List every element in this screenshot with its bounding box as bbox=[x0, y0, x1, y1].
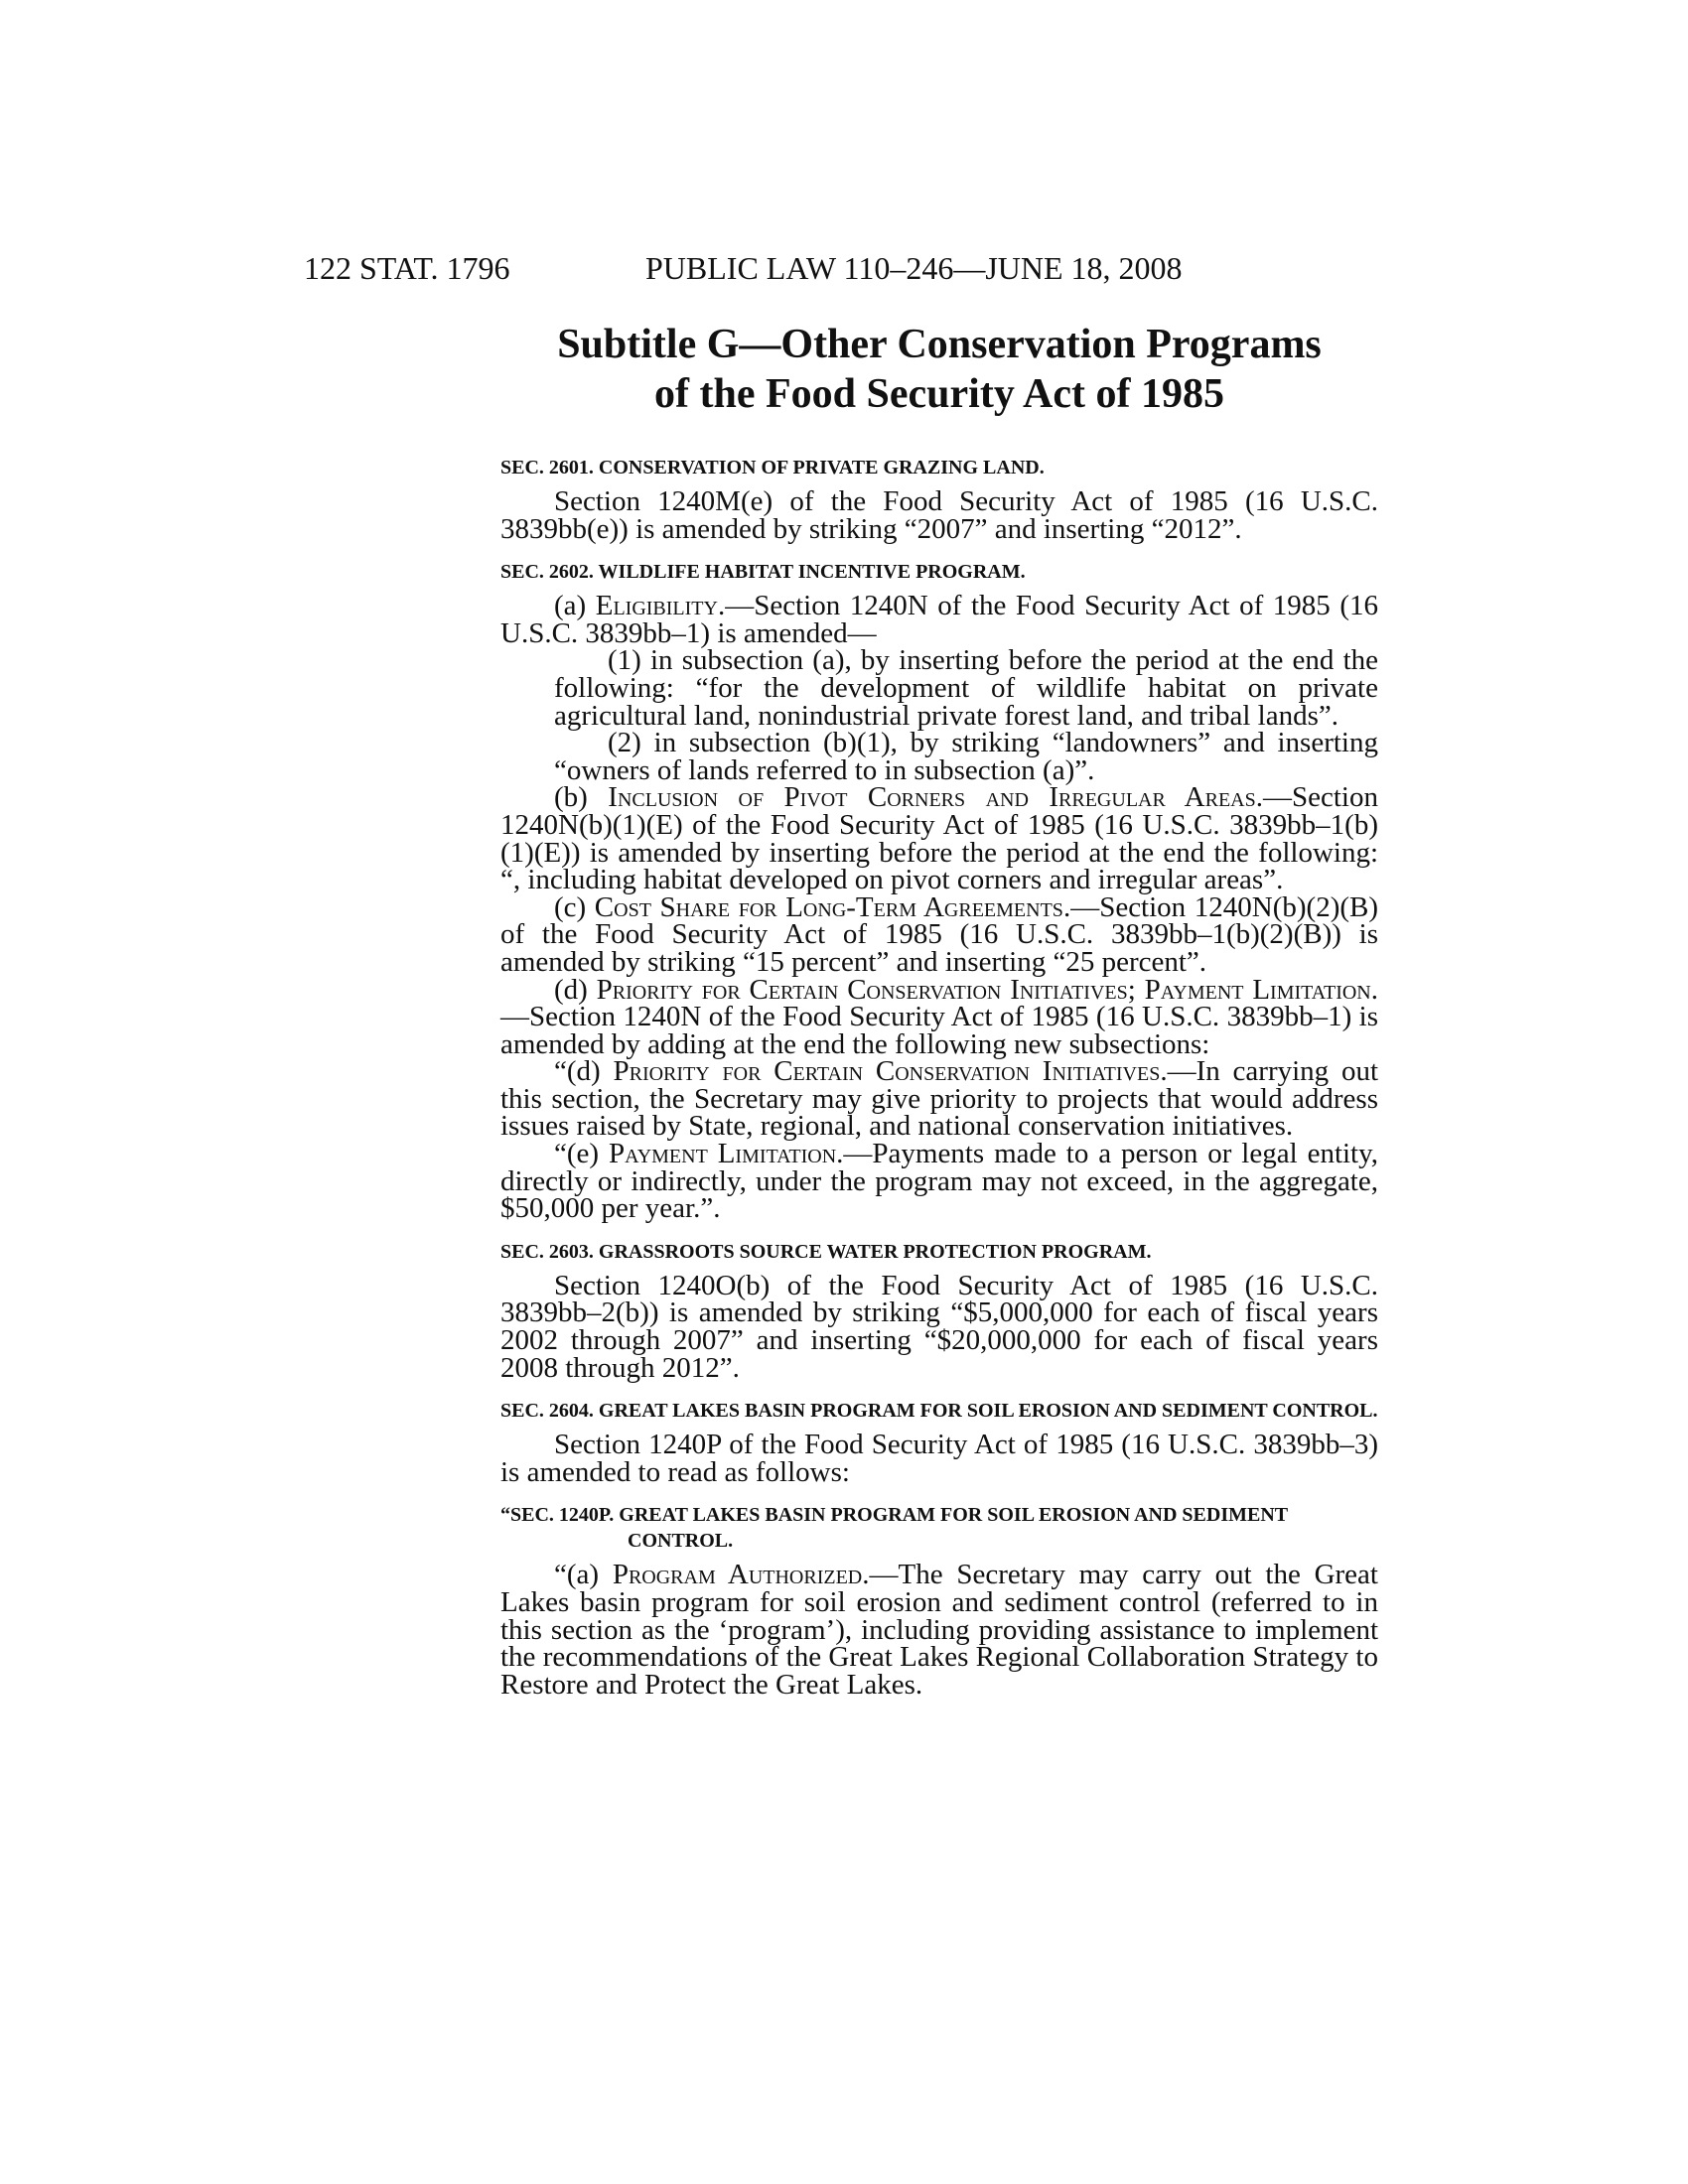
section-2604-heading: SEC. 2604. GREAT LAKES BASIN PROGRAM FOR SOIL EROSION AND SEDIMENT CONTROL. bbox=[500, 1400, 1378, 1423]
stat-page-number: 122 STAT. 1796 bbox=[304, 250, 510, 286]
subtitle-line-1: Subtitle G—Other Conservation Programs bbox=[557, 322, 1322, 367]
section-2602-a bbox=[500, 590, 1378, 649]
section-2602-heading: SEC. 2602. WILDLIFE HABITAT INCENTIVE PROGRAM. bbox=[500, 561, 1026, 584]
section-2603-heading: SEC. 2603. GRASSROOTS SOURCE WATER PROTECTION PROGRAM. bbox=[500, 1240, 1152, 1263]
subsection-label: “(a) bbox=[554, 1559, 613, 1591]
section-2602-c bbox=[500, 890, 1379, 978]
section-2602-new-e bbox=[500, 1138, 1378, 1225]
public-law-title: PUBLIC LAW 110–246—JUNE 18, 2008 bbox=[645, 250, 1183, 286]
section-2604-text: Section 1240P of the Food Security Act of 1985 (16 U.S.C. 3839bb–3) is amended to read as follows: bbox=[500, 1429, 1378, 1488]
subsection-text: .—Section 1240N of the Food Security Act of 1985 (16 U.S.C. 3839bb–1) is amended by adding at the end the following new subsections: bbox=[500, 973, 1378, 1060]
section-1240p-a bbox=[500, 1559, 1378, 1701]
subsection-text: .—Section 1240N(b)(2)(B) of the Food Security Act of 1985 (16 U.S.C. 3839bb–1(b)(2)(B)) is amended by striking “15 percent” and inserting “25 percent”. bbox=[500, 890, 1379, 978]
section-2601-heading: SEC. 2601. CONSERVATION OF PRIVATE GRAZING LAND. bbox=[500, 457, 1045, 478]
subsection-text: .—Payments made to a person or legal entity, directly or indirectly, under the program may not exceed, in the aggregate, $50,000 per year.”. bbox=[500, 1138, 1378, 1225]
section-2602-a-1: (1) in subsection (a), by inserting before the period at the end the following: “for the development of wildlife habitat on private agricultural land, nonindustrial private forest land, and tribal lands”. bbox=[554, 644, 1378, 732]
subsection-label: (b) bbox=[554, 781, 609, 814]
subsection-text: .—Section 1240N of the Food Security Act of 1985 (16 U.S.C. 3839bb–1) is amended— bbox=[500, 590, 1378, 649]
subsection-label: (d) bbox=[554, 973, 597, 1006]
subsection-text: .—In carrying out this section, the Secretary may give priority to projects that would address issues raised by State, regional, and national conservation initiatives. bbox=[500, 1055, 1379, 1143]
section-1240p-heading: “SEC. 1240P. GREAT LAKES BASIN PROGRAM FOR SOIL EROSION AND SEDIMENT CONTROL. bbox=[500, 1504, 1288, 1553]
section-2601-text: Section 1240M(e) of the Food Security Act of 1985 (16 U.S.C. 3839bb(e)) is amended by striking “2007” and inserting “2012”. bbox=[500, 485, 1378, 545]
subsection-caption: Priority for Certain Conservation Initiatives; Payment Limitation bbox=[596, 973, 1371, 1006]
section-2602-a-2: (2) in subsection (b)(1), by striking “landowners” and inserting “owners of lands referred to in subsection (a)”. bbox=[554, 727, 1378, 786]
section-2603-text: Section 1240O(b) of the Food Security Act of 1985 (16 U.S.C. 3839bb–2(b)) is amended by striking “$5,000,000 for each of fiscal years 2002 through 2007” and inserting “$20,000,000 for each of fiscal years 2008 through 2012”. bbox=[500, 1269, 1378, 1384]
subtitle-line-2: of the Food Security Act of 1985 bbox=[654, 371, 1224, 417]
subsection-label: (a) bbox=[554, 590, 596, 622]
subsection-label: “(e) bbox=[554, 1138, 609, 1170]
subsection-caption: Payment Limitation bbox=[608, 1138, 837, 1170]
subsection-label: (c) bbox=[554, 890, 595, 923]
subsection-caption: Eligibility bbox=[595, 590, 718, 622]
subsection-label: “(d) bbox=[554, 1055, 614, 1088]
subsection-caption: Program Authorized bbox=[612, 1559, 863, 1591]
subsection-caption: Cost Share for Long-Term Agreements bbox=[594, 890, 1063, 923]
subsection-caption: Inclusion of Pivot Corners and Irregular Areas bbox=[608, 781, 1256, 814]
subsection-text: .—Section 1240N(b)(1)(E) of the Food Security Act of 1985 (16 U.S.C. 3839bb–1(b)(1)(E)) is amended by inserting before the period at the end the following: “, including habitat developed on pivot corners and irregular areas”. bbox=[500, 781, 1378, 896]
section-2602-d bbox=[500, 973, 1378, 1060]
subsection-text: .—The Secretary may carry out the Great Lakes basin program for soil erosion and sediment control (referred to in this section as the ‘program’), including providing assistance to implement the recommendations of the Great Lakes Regional Collaboration Strategy to Restore and Protect the Great Lakes. bbox=[500, 1559, 1378, 1701]
section-2602-b bbox=[500, 781, 1378, 896]
subsection-caption: Priority for Certain Conservation Initiatives bbox=[613, 1055, 1161, 1088]
section-2602-new-d bbox=[500, 1055, 1379, 1143]
subtitle-heading bbox=[500, 320, 1378, 419]
document-body bbox=[500, 320, 1378, 1699]
